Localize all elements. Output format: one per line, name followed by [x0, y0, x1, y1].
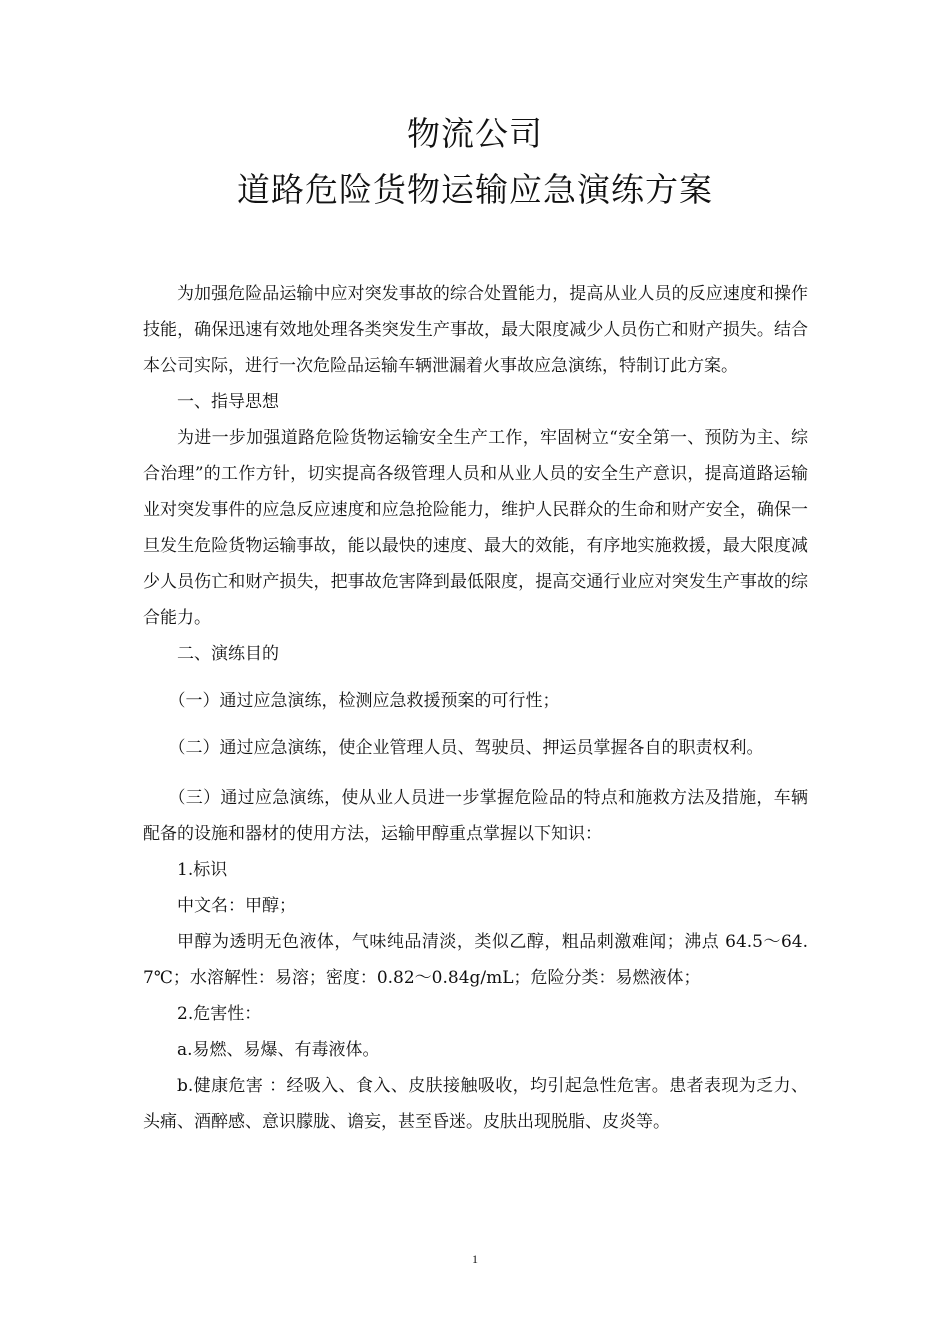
chinese-name-line: 中文名：甲醇； [177, 896, 296, 916]
section-heading-drill-purpose: 二、演练目的 [177, 644, 279, 664]
document-title-company: 物流公司 [407, 114, 543, 153]
intro-paragraph: 为加强危险品运输中应对突发事故的综合处置能力，提高从业人员的反应速度和操作技能，确保迅速有效地处理各类突发生产事故，最大限度减少人员伤亡和财产损失。结合本公司实际，进行一次危险品运输车辆泄漏着火事故应急演练，特制订此方案。 [143, 284, 808, 376]
guiding-ideology-paragraph: 为进一步加强道路危险货物运输安全生产工作，牢固树立“安全第一、预防为主、综合治理”的工作方针，切实提高各级管理人员和从业人员的安全生产意识，提高道路运输业对突发事件的应急反应速度和应急抢险能力，维护人民群众的生命和财产安全，确保一旦发生危险货物运输事故，能以最快的速度、最大的效能，有序地实施救援，最大限度减少人员伤亡和财产损失，把事故危害降到最低限度，提高交通行业应对突发生产事故的综合能力。 [143, 428, 808, 628]
subheading-hazards: 2.危害性： [177, 1004, 262, 1024]
document-body [143, 276, 808, 1140]
page-number: 1 [472, 1252, 478, 1266]
purpose-item-1: （一）通过应急演练，检测应急救援预案的可行性； [168, 691, 560, 711]
hazard-item-a: a.易燃、易爆、有毒液体。 [177, 1040, 380, 1060]
subheading-identification: 1.标识 [177, 860, 228, 880]
methanol-properties-paragraph: 甲醇为透明无色液体，气味纯品清淡，类似乙醇，粗品刺激难闻；沸点 64.5～64.7℃；水溶解性：易溶；密度：0.82～0.84g/mL；危险分类：易燃液体； [143, 932, 808, 988]
section-heading-guiding-ideology: 一、指导思想 [177, 392, 279, 412]
purpose-item-2: （二）通过应急演练，使企业管理人员、驾驶员、押运员掌握各自的职责权利。 [168, 738, 764, 758]
hazard-item-b: b.健康危害 ：经吸入、食入、皮肤接触吸收，均引起急性危害。患者表现为乏力、头痛、酒醉感、意识朦胧、谵妄，甚至昏迷。皮肤出现脱脂、皮炎等。 [143, 1076, 808, 1132]
purpose-item-3: （三）通过应急演练，使从业人员进一步掌握危险品的特点和施救方法及措施，车辆配备的设施和器材的使用方法，运输甲醇重点掌握以下知识： [143, 788, 808, 844]
document-title: 道路危险货物运输应急演练方案 [237, 170, 713, 209]
